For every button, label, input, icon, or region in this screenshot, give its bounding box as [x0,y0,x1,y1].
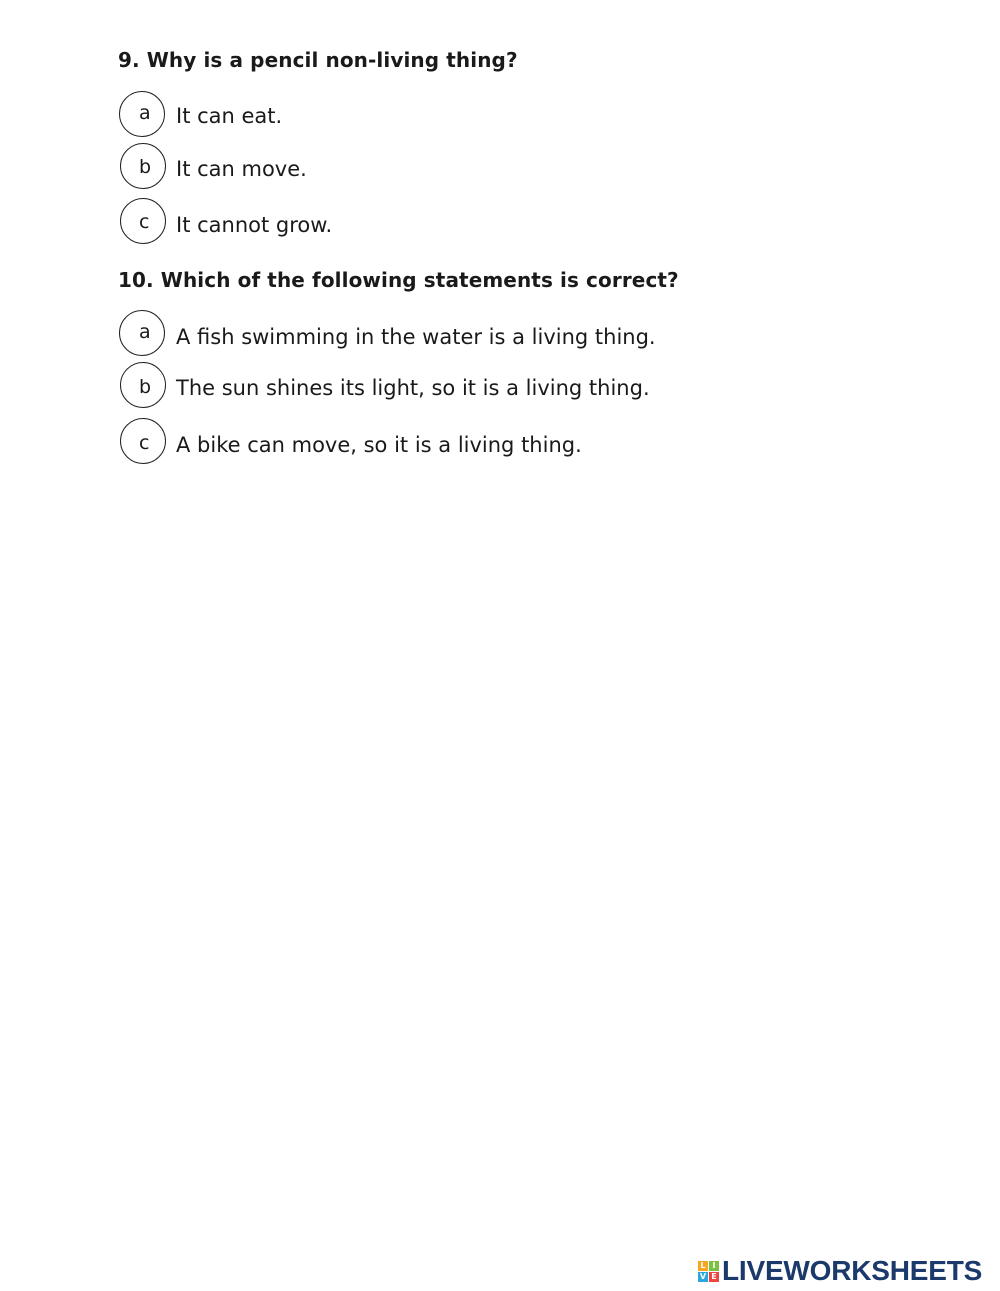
logo-blocks-icon [698,1261,719,1282]
logo-text: LIVEWORKSHEETS [722,1255,983,1286]
option-9a-letter: a [139,102,151,124]
option-9b-letter: b [139,156,152,178]
option-10b-letter: b [139,376,152,398]
question-9-title: 9. Why is a pencil non-living thing? [118,48,518,72]
option-10a-text: A fish swimming in the water is a living thing. [176,325,656,349]
option-10b-text: The sun shines its light, so it is a living thing. [176,376,650,400]
logo-block: E [709,1272,719,1282]
logo-block: V [699,1271,707,1281]
option-9c-letter: c [139,211,150,233]
question-10-title: 10. Which of the following statements is correct? [118,268,679,292]
liveworksheets-logo [698,1256,982,1286]
option-10c-letter: c [139,432,150,454]
option-9c-text: It cannot grow. [176,213,333,237]
option-9b-text: It can move. [176,157,307,181]
logo-block: L [698,1261,708,1271]
logo-block: I [709,1261,719,1271]
option-10a-letter: a [139,321,151,343]
option-10c-text: A bike can move, so it is a living thing. [176,433,582,457]
option-9a-text: It can eat. [176,104,283,128]
